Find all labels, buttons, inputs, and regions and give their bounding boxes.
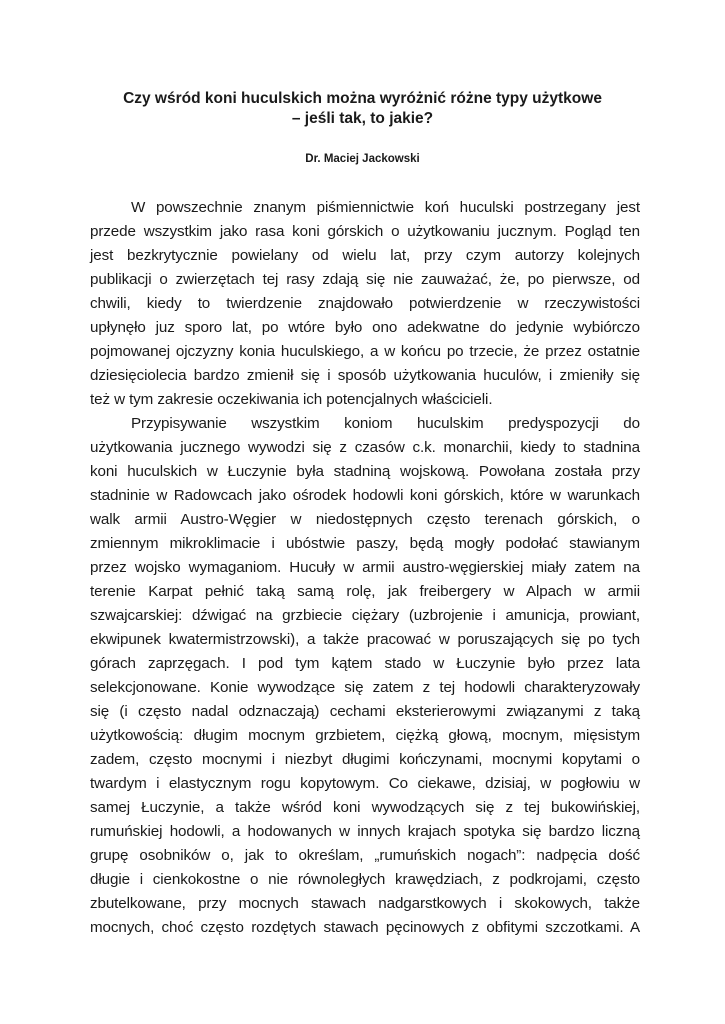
paragraph-2-line: koni huculskich w Łuczynie była stadniną wojskową. Powołana została przy	[90, 463, 640, 480]
paragraph-2-line: przez wojsko wymaganiom. Hucuły w armii austro-węgierskiej miały zatem na	[90, 559, 640, 576]
paragraph-2-line: walk armii Austro-Węgier w niedostępnych często terenach górskich, o	[90, 511, 640, 528]
paragraph-2-line: zbutelkowane, przy mocnych stawach nadgarstkowych i skokowych, także	[90, 895, 640, 912]
paragraph-2-line: terenie Karpat pełnić taką samą rolę, jak freibergery w Alpach w armii	[90, 583, 640, 600]
paragraph-1-line: pojmowanej ojczyzny konia huculskiego, a w końcu po trzecie, że przez ostatnie	[90, 343, 640, 360]
paragraph-2-line: Przypisywanie wszystkim koniom huculskim predyspozycji do	[131, 415, 640, 432]
paragraph-2-line: rumuńskiej hodowli, a hodowanych w innych krajach spotyka się bardzo liczną	[90, 823, 640, 840]
paragraph-1-line: też w tym zakresie oczekiwania ich potencjalnych właścicieli.	[90, 391, 493, 408]
paragraph-2-line: szwajcarskiej: dźwigać na grzbiecie ciężary (uzbrojenie i amunicja, prowiant,	[90, 607, 640, 624]
paragraph-2-line: użytkowania jucznego wywodzi się z czasów c.k. monarchii, kiedy to stadnina	[90, 439, 640, 456]
paragraph-2-line: ekwipunek kwatermistrzowski), a także pracować w poruszających się po tych	[90, 631, 640, 648]
paragraph-2-line: stadninie w Radowcach jako ośrodek hodowli koni górskich, które w warunkach	[90, 487, 640, 504]
paragraph-2-line: użytkowością: długim mocnym grzbietem, ciężką głową, mocnym, mięsistym	[90, 727, 640, 744]
paragraph-1-line: przede wszystkim jako rasa koni górskich o użytkowaniu jucznym. Pogląd ten	[90, 223, 640, 240]
paragraph-1-line: upłynęło juz sporo lat, po wtóre było ono adekwatne do jedynie wybiórczo	[90, 319, 640, 336]
paragraph-1-line: dziesięciolecia bardzo zmienił się i sposób użytkowania huculów, i zmieniły się	[90, 367, 640, 384]
paragraph-2-line: twardym i elastycznym rogu kopytowym. Co ciekawe, dzisiaj, w pogłowiu w	[90, 775, 640, 792]
paragraph-2-line: się (i często nadal odznaczają) cechami eksterierowymi związanymi z taką	[90, 703, 640, 720]
paragraph-2-line: górach zaprzęgach. I pod tym kątem stado w Łuczynie było przez lata	[90, 655, 640, 672]
paragraph-2-line: zadem, często mocnymi i niezbyt długimi kończynami, mocnymi kopytami o	[90, 751, 640, 768]
paragraph-1-line: jest bezkrytycznie powielany od wielu lat, przy czym autorzy kolejnych	[90, 247, 640, 264]
document-author: Dr. Maciej Jackowski	[305, 153, 420, 165]
paragraph-1-line: publikacji o zwierzętach tej rasy zdają się nie zauważać, że, po pierwsze, od	[90, 271, 640, 288]
paragraph-2-line: samej Łuczynie, a także wśród koni wywodzących się z tej bukowińskiej,	[90, 799, 640, 816]
paragraph-1-line: chwili, kiedy to twierdzenie znajdowało potwierdzenie w rzeczywistości	[90, 295, 640, 312]
paragraph-1-line: W powszechnie znanym piśmiennictwie koń huculski postrzegany jest	[131, 199, 640, 216]
document-title-line-1: Czy wśród koni huculskich można wyróżnić różne typy użytkowe	[123, 90, 602, 107]
paragraph-2-line: grupę osobników o, jak to określam, „rumuńskich nogach”: nadpęcia dość	[90, 847, 640, 864]
paragraph-2-line: selekcjonowane. Konie wywodzące się zatem z tej hodowli charakteryzowały	[90, 679, 640, 696]
document-title-line-2: – jeśli tak, to jakie?	[291, 110, 434, 127]
paragraph-2-line: długie i cienkokostne o nie równoległych krawędziach, z podkrojami, często	[90, 871, 640, 888]
paragraph-2-line: zmiennym mikroklimacie i ubóstwie paszy, będą mogły podołać stawianym	[90, 535, 640, 552]
paragraph-2-line: mocnych, choć często rozdętych stawach pęcinowych z obfitymi szczotkami. A	[90, 919, 640, 936]
